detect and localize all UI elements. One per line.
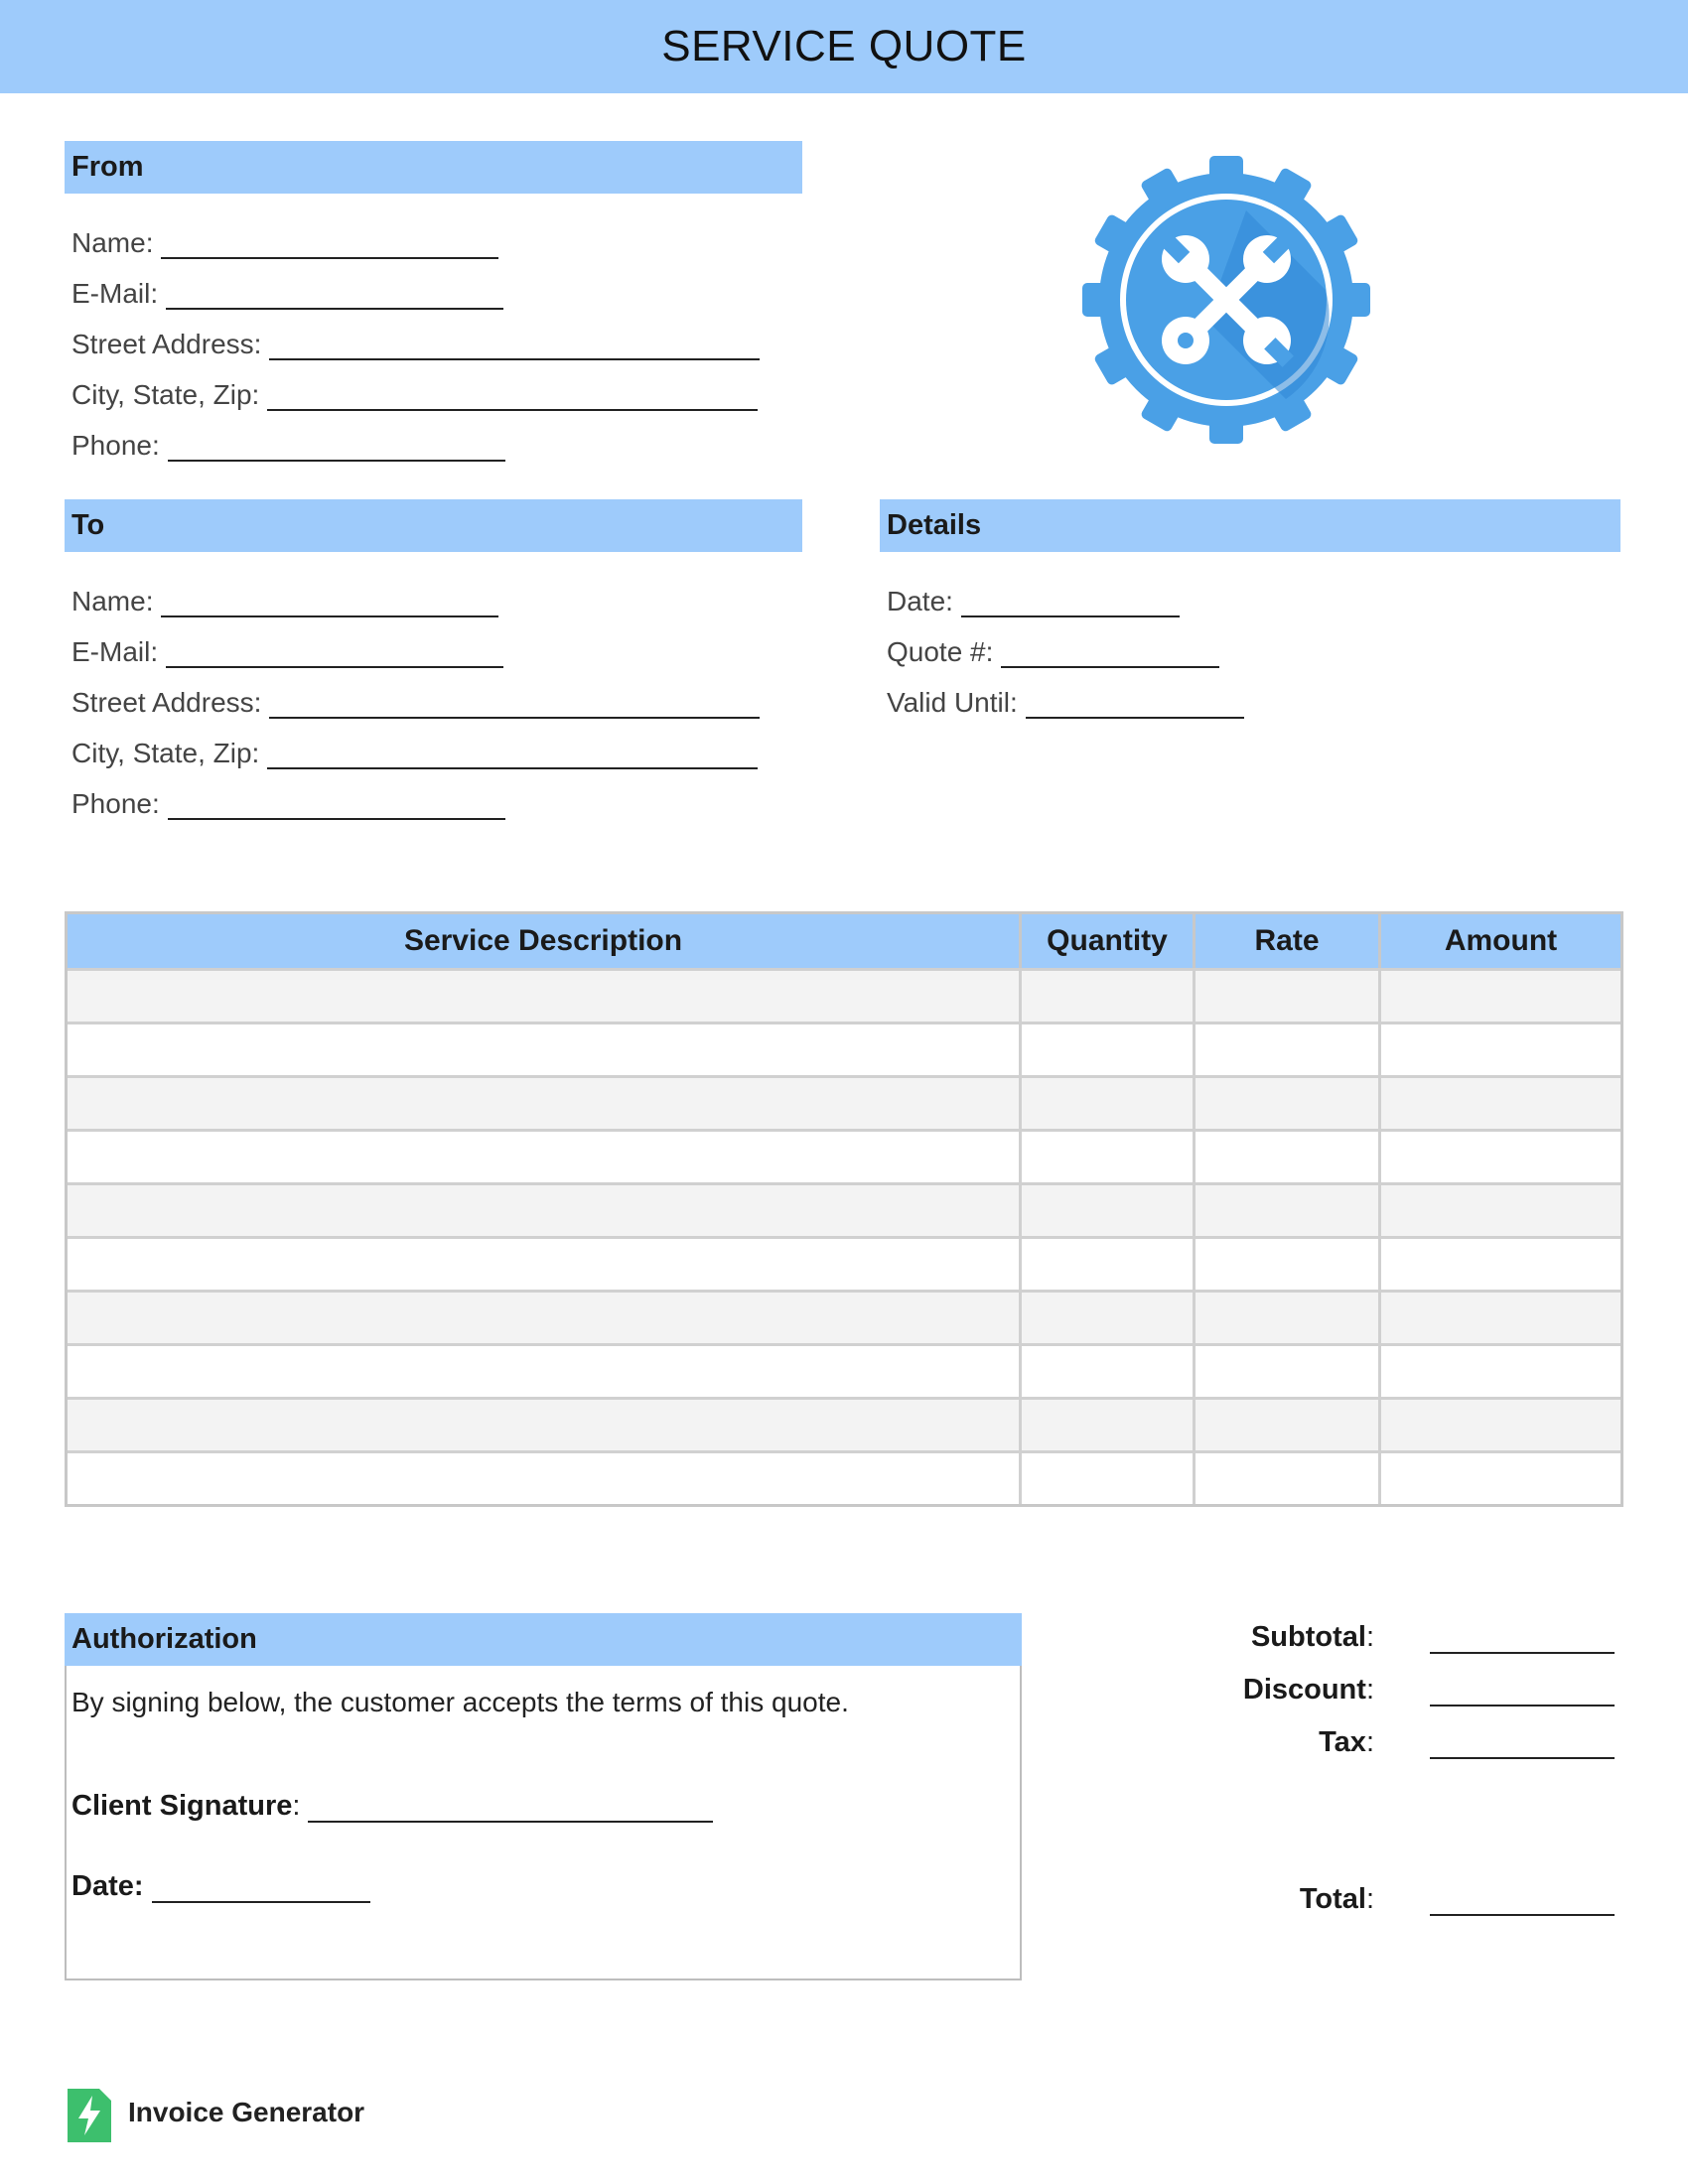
to-email-label: E-Mail: xyxy=(71,636,159,667)
page-title: SERVICE QUOTE xyxy=(661,22,1027,70)
description-cell[interactable] xyxy=(68,971,1022,1022)
details-date-label: Date: xyxy=(887,586,953,616)
amount-cell[interactable] xyxy=(1381,971,1620,1022)
rate-cell[interactable] xyxy=(1196,1346,1381,1397)
authorization-statement: By signing below, the customer accepts the terms of this quote. xyxy=(71,1687,849,1717)
service-items-table xyxy=(65,911,1623,1507)
amount-cell[interactable] xyxy=(1381,1293,1620,1343)
authorization-date-label: Date: xyxy=(71,1870,144,1902)
details-section-heading xyxy=(880,499,1620,552)
client-signature-field[interactable] xyxy=(71,1787,713,1827)
details-quote-number-label: Quote #: xyxy=(887,636,994,667)
to-street-input-line[interactable] xyxy=(269,716,760,719)
discount-input-line[interactable] xyxy=(1430,1705,1615,1706)
client-signature-input-line[interactable] xyxy=(308,1821,713,1823)
column-header-rate: Rate xyxy=(1196,914,1381,968)
column-header-quantity: Quantity xyxy=(1022,914,1196,968)
amount-cell[interactable] xyxy=(1381,1239,1620,1290)
description-cell[interactable] xyxy=(68,1293,1022,1343)
from-street-input-line[interactable] xyxy=(269,357,760,360)
from-name-input-line[interactable] xyxy=(161,256,498,259)
description-cell[interactable] xyxy=(68,1132,1022,1182)
from-street-field[interactable] xyxy=(71,325,760,364)
details-quote-number-field[interactable] xyxy=(887,632,1219,672)
brand-name: Invoice Generator xyxy=(128,2097,365,2127)
authorization-date-field[interactable] xyxy=(71,1867,370,1907)
to-name-input-line[interactable] xyxy=(161,614,498,617)
from-city-label: City, State, Zip: xyxy=(71,379,260,410)
client-signature-label: Client Signature xyxy=(71,1790,293,1822)
amount-cell[interactable] xyxy=(1381,1346,1620,1397)
description-cell[interactable] xyxy=(68,1078,1022,1129)
table-row xyxy=(68,1022,1620,1075)
table-row xyxy=(68,1129,1620,1182)
from-phone-label: Phone: xyxy=(71,430,160,461)
tax-label: Tax: xyxy=(1319,1726,1374,1758)
authorization-heading xyxy=(65,1613,1022,1666)
discount-label: Discount: xyxy=(1242,1674,1374,1706)
subtotal-input-line[interactable] xyxy=(1430,1652,1615,1654)
rate-cell[interactable] xyxy=(1196,1453,1381,1504)
to-street-field[interactable] xyxy=(71,683,760,723)
rate-cell[interactable] xyxy=(1196,1400,1381,1450)
to-name-label: Name: xyxy=(71,586,154,616)
quantity-cell[interactable] xyxy=(1022,1293,1196,1343)
quantity-cell[interactable] xyxy=(1022,1400,1196,1450)
table-row xyxy=(68,1450,1620,1504)
details-valid-until-label: Valid Until: xyxy=(887,687,1018,718)
to-city-input-line[interactable] xyxy=(267,766,758,769)
description-cell[interactable] xyxy=(68,1239,1022,1290)
from-name-field[interactable] xyxy=(71,223,498,263)
tax-field[interactable] xyxy=(1142,1723,1618,1763)
details-heading-label: Details xyxy=(887,509,982,541)
table-row xyxy=(68,1182,1620,1236)
to-phone-label: Phone: xyxy=(71,788,160,819)
amount-cell[interactable] xyxy=(1381,1078,1620,1129)
details-valid-until-input-line[interactable] xyxy=(1026,716,1244,719)
from-email-label: E-Mail: xyxy=(71,278,159,309)
description-cell[interactable] xyxy=(68,1024,1022,1075)
amount-cell[interactable] xyxy=(1381,1185,1620,1236)
subtotal-field[interactable] xyxy=(1142,1618,1618,1658)
rate-cell[interactable] xyxy=(1196,1293,1381,1343)
details-quote-number-input-line[interactable] xyxy=(1001,665,1219,668)
amount-cell[interactable] xyxy=(1381,1400,1620,1450)
from-name-label: Name: xyxy=(71,227,154,258)
discount-field[interactable] xyxy=(1142,1671,1618,1710)
to-section-heading xyxy=(65,499,802,552)
details-date-field[interactable] xyxy=(887,582,1180,621)
gear-wrench-icon xyxy=(1082,156,1370,444)
subtotal-label: Subtotal: xyxy=(1250,1621,1374,1653)
logo xyxy=(1082,156,1370,444)
description-cell[interactable] xyxy=(68,1400,1022,1450)
to-name-field[interactable] xyxy=(71,582,498,621)
description-cell[interactable] xyxy=(68,1346,1022,1397)
to-phone-input-line[interactable] xyxy=(168,817,505,820)
authorization-date-input-line[interactable] xyxy=(152,1901,370,1903)
to-street-label: Street Address: xyxy=(71,687,262,718)
to-city-field[interactable] xyxy=(71,734,758,773)
quantity-cell[interactable] xyxy=(1022,1078,1196,1129)
details-valid-until-field[interactable] xyxy=(887,683,1244,723)
to-city-label: City, State, Zip: xyxy=(71,738,260,768)
rate-cell[interactable] xyxy=(1196,1132,1381,1182)
quantity-cell[interactable] xyxy=(1022,1239,1196,1290)
total-label: Total: xyxy=(1299,1883,1374,1915)
description-cell[interactable] xyxy=(68,1453,1022,1504)
from-section-heading xyxy=(65,141,802,194)
quantity-cell[interactable] xyxy=(1022,1346,1196,1397)
from-phone-field[interactable] xyxy=(71,426,505,466)
amount-cell[interactable] xyxy=(1381,1024,1620,1075)
table-row xyxy=(68,1236,1620,1290)
from-city-field[interactable] xyxy=(71,375,758,415)
from-heading-label: From xyxy=(71,151,144,183)
client-signature-colon: : xyxy=(292,1790,301,1822)
rate-cell[interactable] xyxy=(1196,1185,1381,1236)
tax-input-line[interactable] xyxy=(1430,1757,1615,1759)
rate-cell[interactable] xyxy=(1196,1239,1381,1290)
table-row xyxy=(68,1290,1620,1343)
from-city-input-line[interactable] xyxy=(267,408,758,411)
from-phone-input-line[interactable] xyxy=(168,459,505,462)
table-row xyxy=(68,1343,1620,1397)
total-input-line[interactable] xyxy=(1430,1914,1615,1916)
authorization-heading-label: Authorization xyxy=(71,1623,257,1655)
amount-cell[interactable] xyxy=(1381,1453,1620,1504)
from-street-label: Street Address: xyxy=(71,329,262,359)
quantity-cell[interactable] xyxy=(1022,1024,1196,1075)
table-row xyxy=(68,1397,1620,1450)
lightning-bolt-icon xyxy=(68,2089,111,2142)
title-banner xyxy=(0,0,1688,93)
table-row xyxy=(68,968,1620,1022)
rate-cell[interactable] xyxy=(1196,1078,1381,1129)
details-date-input-line[interactable] xyxy=(961,614,1180,617)
rate-cell[interactable] xyxy=(1196,1024,1381,1075)
to-email-field[interactable] xyxy=(71,632,503,672)
table-header-row xyxy=(68,914,1620,968)
invoice-generator-logo xyxy=(68,2089,111,2142)
rate-cell[interactable] xyxy=(1196,971,1381,1022)
quantity-cell[interactable] xyxy=(1022,971,1196,1022)
to-phone-field[interactable] xyxy=(71,784,505,824)
to-heading-label: To xyxy=(71,509,105,541)
amount-cell[interactable] xyxy=(1381,1132,1620,1182)
from-email-input-line[interactable] xyxy=(166,307,503,310)
quantity-cell[interactable] xyxy=(1022,1132,1196,1182)
description-cell[interactable] xyxy=(68,1185,1022,1236)
quantity-cell[interactable] xyxy=(1022,1185,1196,1236)
column-header-service-description: Service Description xyxy=(68,914,1022,968)
column-header-amount: Amount xyxy=(1444,924,1558,957)
table-body xyxy=(68,968,1620,1504)
quantity-cell[interactable] xyxy=(1022,1453,1196,1504)
table-row xyxy=(68,1075,1620,1129)
to-email-input-line[interactable] xyxy=(166,665,503,668)
total-field[interactable] xyxy=(1142,1880,1618,1920)
from-email-field[interactable] xyxy=(71,274,503,314)
